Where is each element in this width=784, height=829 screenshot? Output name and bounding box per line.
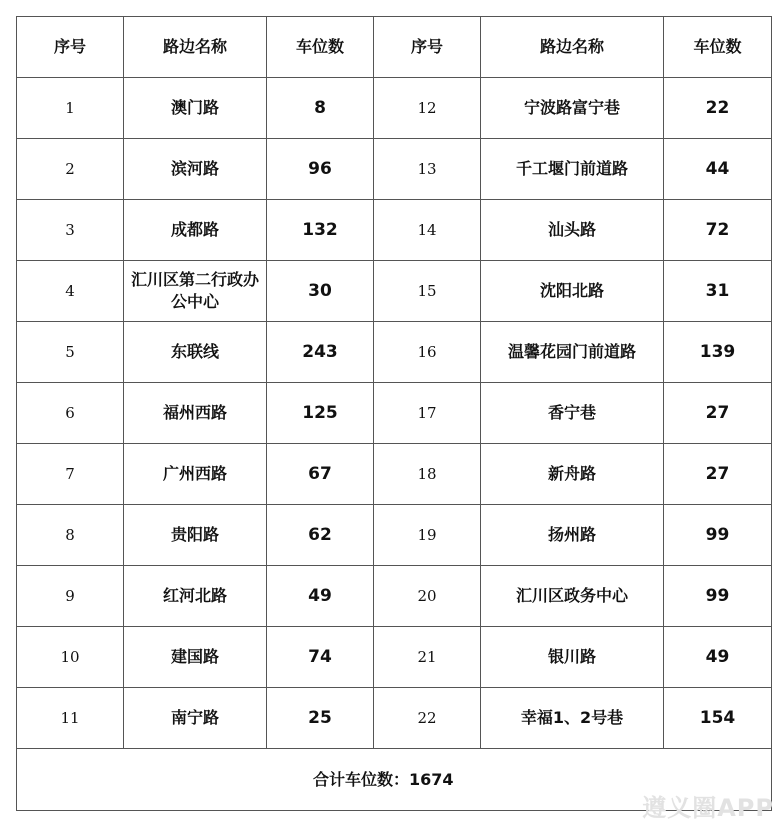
table-row xyxy=(17,566,772,627)
road-name-cell: 澳门路 xyxy=(124,78,267,139)
space-count-cell: 31 xyxy=(664,261,772,322)
header-space-count: 车位数 xyxy=(267,17,374,78)
index-cell: 13 xyxy=(374,139,481,200)
space-count-cell: 30 xyxy=(267,261,374,322)
space-count-cell: 139 xyxy=(664,322,772,383)
table-row xyxy=(17,627,772,688)
space-count-cell: 27 xyxy=(664,383,772,444)
road-name-cell: 幸福1、2号巷 xyxy=(481,688,664,749)
space-count-cell: 132 xyxy=(267,200,374,261)
index-cell: 3 xyxy=(17,200,124,261)
index-cell: 9 xyxy=(17,566,124,627)
table-row xyxy=(17,505,772,566)
space-count-cell: 62 xyxy=(267,505,374,566)
road-name-cell: 千工堰门前道路 xyxy=(481,139,664,200)
table-row xyxy=(17,444,772,505)
index-cell: 19 xyxy=(374,505,481,566)
space-count-cell: 99 xyxy=(664,505,772,566)
header-index: 序号 xyxy=(374,17,481,78)
road-name-cell: 福州西路 xyxy=(124,383,267,444)
space-count-cell: 74 xyxy=(267,627,374,688)
space-count-cell: 72 xyxy=(664,200,772,261)
header-road-name: 路边名称 xyxy=(481,17,664,78)
road-name-cell: 银川路 xyxy=(481,627,664,688)
space-count-cell: 25 xyxy=(267,688,374,749)
road-name-cell: 红河北路 xyxy=(124,566,267,627)
space-count-cell: 8 xyxy=(267,78,374,139)
table-row xyxy=(17,322,772,383)
space-count-cell: 49 xyxy=(664,627,772,688)
road-name-cell: 滨河路 xyxy=(124,139,267,200)
header-row xyxy=(17,17,772,78)
road-name-cell: 东联线 xyxy=(124,322,267,383)
index-cell: 22 xyxy=(374,688,481,749)
table-row xyxy=(17,688,772,749)
road-name-cell: 成都路 xyxy=(124,200,267,261)
index-cell: 17 xyxy=(374,383,481,444)
space-count-cell: 27 xyxy=(664,444,772,505)
road-name-cell: 扬州路 xyxy=(481,505,664,566)
road-name-cell: 南宁路 xyxy=(124,688,267,749)
index-cell: 8 xyxy=(17,505,124,566)
table-row xyxy=(17,78,772,139)
index-cell: 10 xyxy=(17,627,124,688)
parking-table xyxy=(16,16,772,811)
index-cell: 6 xyxy=(17,383,124,444)
index-cell: 16 xyxy=(374,322,481,383)
space-count-cell: 67 xyxy=(267,444,374,505)
index-cell: 15 xyxy=(374,261,481,322)
index-cell: 14 xyxy=(374,200,481,261)
space-count-cell: 125 xyxy=(267,383,374,444)
table-row xyxy=(17,200,772,261)
road-name-cell: 汇川区第二行政办公中心 xyxy=(124,261,267,322)
space-count-cell: 99 xyxy=(664,566,772,627)
index-cell: 11 xyxy=(17,688,124,749)
space-count-cell: 243 xyxy=(267,322,374,383)
header-road-name: 路边名称 xyxy=(124,17,267,78)
road-name-cell: 温馨花园门前道路 xyxy=(481,322,664,383)
total-label: 合计车位数：1674 xyxy=(17,749,772,811)
road-name-cell: 汕头路 xyxy=(481,200,664,261)
index-cell: 18 xyxy=(374,444,481,505)
road-name-cell: 宁波路富宁巷 xyxy=(481,78,664,139)
road-name-cell: 广州西路 xyxy=(124,444,267,505)
space-count-cell: 44 xyxy=(664,139,772,200)
index-cell: 4 xyxy=(17,261,124,322)
road-name-cell: 汇川区政务中心 xyxy=(481,566,664,627)
index-cell: 7 xyxy=(17,444,124,505)
index-cell: 1 xyxy=(17,78,124,139)
table-row xyxy=(17,261,772,322)
index-cell: 5 xyxy=(17,322,124,383)
index-cell: 20 xyxy=(374,566,481,627)
road-name-cell: 建国路 xyxy=(124,627,267,688)
road-name-cell: 沈阳北路 xyxy=(481,261,664,322)
header-space-count: 车位数 xyxy=(664,17,772,78)
road-name-cell: 贵阳路 xyxy=(124,505,267,566)
road-name-cell: 香宁巷 xyxy=(481,383,664,444)
space-count-cell: 154 xyxy=(664,688,772,749)
table-row xyxy=(17,383,772,444)
road-name-cell: 新舟路 xyxy=(481,444,664,505)
watermark: 遵义圈APP xyxy=(642,794,774,822)
space-count-cell: 22 xyxy=(664,78,772,139)
index-cell: 2 xyxy=(17,139,124,200)
index-cell: 12 xyxy=(374,78,481,139)
index-cell: 21 xyxy=(374,627,481,688)
space-count-cell: 49 xyxy=(267,566,374,627)
table-row xyxy=(17,139,772,200)
space-count-cell: 96 xyxy=(267,139,374,200)
header-index: 序号 xyxy=(17,17,124,78)
